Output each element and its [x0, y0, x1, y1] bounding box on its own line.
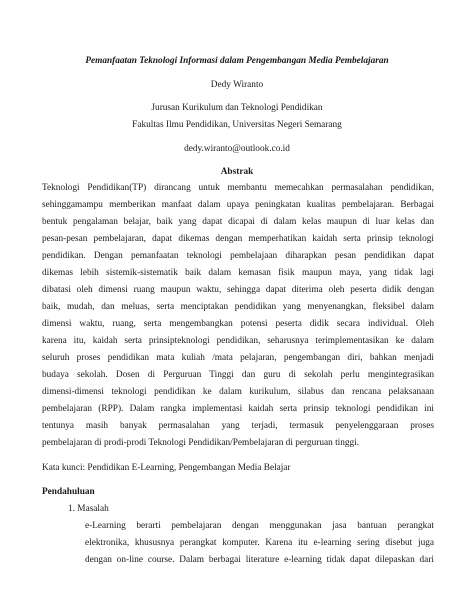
- keywords: Kata kunci: Pendidikan E-Learning, Pengembangan Media Belajar: [42, 463, 291, 473]
- author-name: Dedy Wiranto: [210, 80, 264, 90]
- abstract-line: dimensi waktu, ruang, serta mengembangkan potensi peserta didik secara individual. Oleh: [42, 319, 434, 329]
- abstract-line: budaya sekolah. Dosen di Perguruan Tinggi dan guru di sekolah perlu mengintegrasikan: [42, 370, 434, 380]
- abstract-line: seluruh proses pendidikan mata kuliah /mata pelajaran, pengembangan diri, bahkan menjadi: [42, 353, 434, 363]
- abstract-line: sehinggamampu memberikan manfaat dalam upaya peningkatan kualitas pembelajaran. Berbagai: [42, 200, 434, 210]
- abstract-line: karena itu, kaidah serta prinsipteknologi pendidikan, seharusnya terimplementasikan ke dalam: [42, 336, 434, 346]
- abstract-line: pesan-pesan pembelajaran, dapat dikemas dengan memperhatikan kaidah serta prinsip teknologi: [42, 234, 434, 244]
- abstract-heading: Abstrak: [220, 167, 254, 177]
- section-heading: Pendahuluan: [42, 487, 95, 497]
- body-line: e-Learning berarti pembelajaran dengan menggunakan jasa bantuan perangkat: [85, 521, 434, 531]
- body-line: dengan on-line course. Dalam berbagai literature e-learning tidak dapat dilepaskan dari: [85, 555, 434, 565]
- faculty: Fakultas Ilmu Pendidikan, Universitas Negeri Semarang: [132, 120, 342, 130]
- abstract-line: bentuk pengalaman belajar, baik yang dapat dicapai di dalam kelas maupun di luar kelas dan: [42, 217, 434, 227]
- abstract-line: dibatasi oleh dimensi ruang maupun waktu, sehingga dapat diterima oleh peserta didik dengan: [42, 285, 434, 295]
- abstract-line: Teknologi Pendidikan(TP) dirancang untuk membantu memecahkan permasalahan pendidikan,: [42, 183, 434, 193]
- subsection-heading: 1. Masalah: [68, 504, 109, 514]
- abstract-line: pembelajaran (RPP). Dalam rangka implementasi kaidah serta prinsip teknologi pendidikan ini: [42, 404, 434, 414]
- abstract-line: tentunya masih banyak permasalahan yang terjadi, termasuk penyelenggaraan proses: [42, 421, 434, 431]
- paper-title: Pemanfaatan Teknologi Informasi dalam Pengembangan Media Pembelajaran: [85, 56, 389, 66]
- abstract-line: pendidikan. Dengan pemanfaatan teknologi pembelajaan diharapkan pesan pendidikan dapat: [42, 251, 434, 261]
- abstract-line: baik, mudah, dan meluas, serta menciptakan pendidikan yang menyenangkan, fleksibel dalam: [42, 302, 434, 312]
- body-line: elektronika, khususnya perangkat komputer. Karena itu e-learning sering disebut juga: [85, 538, 434, 548]
- abstract-line: pembelajaran di prodi-prodi Teknologi Pendidikan/Pembelajaran di perguruan tinggi.: [42, 438, 360, 448]
- department: Jurusan Kurikulum dan Teknologi Pendidikan: [151, 103, 323, 113]
- abstract-line: dimensi-dimensi teknologi pendidikan ke dalam kurikulum, silabus dan rencana pelaksanaan: [42, 387, 434, 397]
- author-email: dedy.wiranto@outlook.co.id: [184, 144, 290, 154]
- abstract-line: dikemas lebih sistemik-sistematik baik dalam kemasan fisik maupun maya, yang tidak lagi: [42, 268, 434, 278]
